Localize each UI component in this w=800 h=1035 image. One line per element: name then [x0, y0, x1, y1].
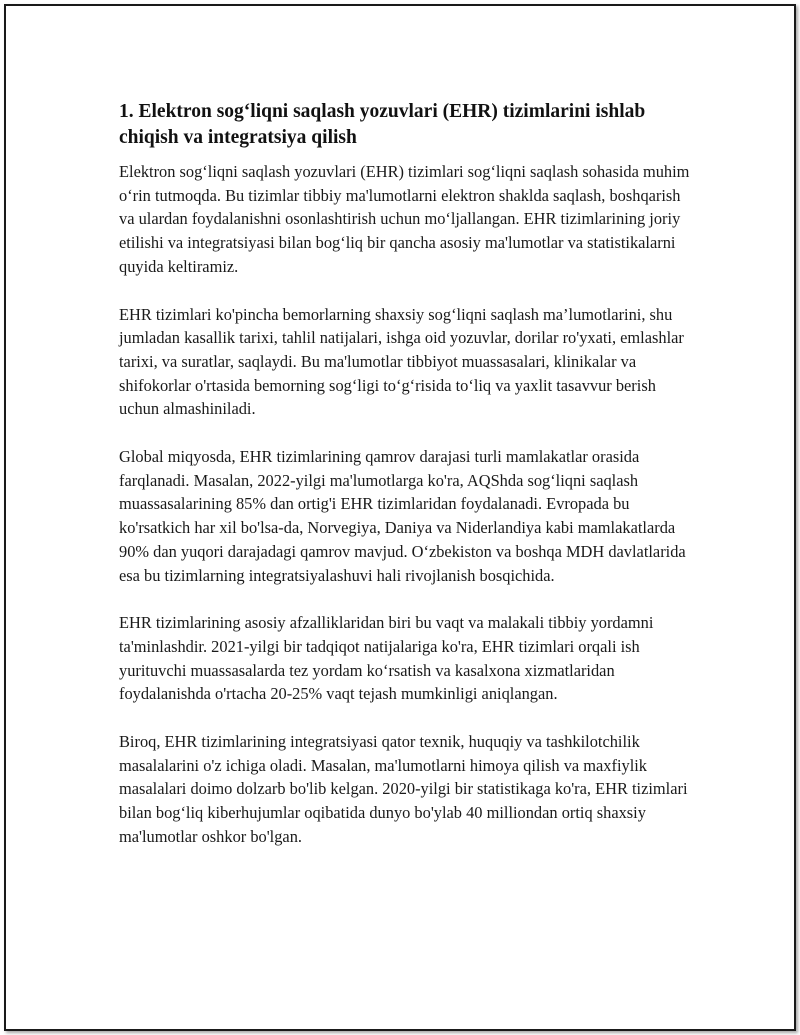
document-content [119, 99, 699, 873]
paragraph-advantages: EHR tizimlarining asosiy afzalliklaridan biri bu vaqt va malakali tibbiy yordamni ta'minlashdir. 2021-yilgi bir tadqiqot natijalariga ko'ra, EHR tizimlari orqali ish yurituvchi muassasalarda tez yordam ko‘rsatish va kasalxona xizmatlaridan foydalanishda o'rtacha 20-25% vaqt tejash mumkinligi aniqlangan. [119, 613, 654, 704]
paragraph-challenges: Biroq, EHR tizimlarining integratsiyasi qator texnik, huquqiy va tashkilotchilik masalalarini o'z ichiga oladi. Masalan, ma'lumotlarni himoya qilish va maxfiylik masalalari doimo dolzarb bo'lib kelgan. 2020-yilgi bir statistikaga ko'ra, EHR tizimlari bilan bog‘liq kiberhujumlar oqibatida dunyo bo'ylab 40 milliondan ortiq shaxsiy ma'lumotlar oshkor bo'lgan. [119, 732, 688, 846]
section-heading: 1. Elektron sog‘liqni saqlash yozuvlari (EHR) tizimlarini ishlab chiqish va integratsiya qilish [119, 101, 646, 148]
paragraph-intro: Elektron sog‘liqni saqlash yozuvlari (EHR) tizimlari sog‘liqni saqlash sohasida muhim o‘rin tutmoqda. Bu tizimlar tibbiy ma'lumotlarni elektron shaklda saqlash, boshqarish va ulardan foydalanishni osonlashtirish uchun mo‘ljallangan. EHR tizimlarining joriy etilishi va integratsiyasi bilan bog‘liq bir qancha asosiy ma'lumotlar va statistikalarni quyida keltiramiz. [119, 162, 690, 276]
document-page [4, 4, 796, 1031]
paragraph-data-types: EHR tizimlari ko'pincha bemorlarning shaxsiy sog‘liqni saqlash ma’lumotlarini, shu jumladan kasallik tarixi, tahlil natijalari, ishga oid yozuvlar, dorilar ro'yxati, emlashlar tarixi, va suratlar, saqlaydi. Bu ma'lumotlar tibbiyot muassasalari, klinikalar va shifokorlar o'rtasida bemorning sog‘ligi to‘g‘risida to‘liq va yaxlit tasavvur berish uchun almashiniladi. [119, 304, 684, 419]
paragraph-global-coverage: Global miqyosda, EHR tizimlarining qamrov darajasi turli mamlakatlar orasida farqlanadi. Masalan, 2022-yilgi ma'lumotlarga ko'ra, AQShda sog‘liqni saqlash muassasalarining 85% dan ortig'i EHR tizimlaridan foydalanadi. Evropada bu ko'rsatkich har xil bo'lsa-da, Norvegiya, Daniya va Niderlandiya kabi mamlakatlarda 90% dan yuqori darajadagi qamrov mavjud. O‘zbekiston va boshqa MDH davlatlarida esa bu tizimlarning integratsiyalashuvi hali rivojlanish bosqichida. [119, 447, 686, 585]
